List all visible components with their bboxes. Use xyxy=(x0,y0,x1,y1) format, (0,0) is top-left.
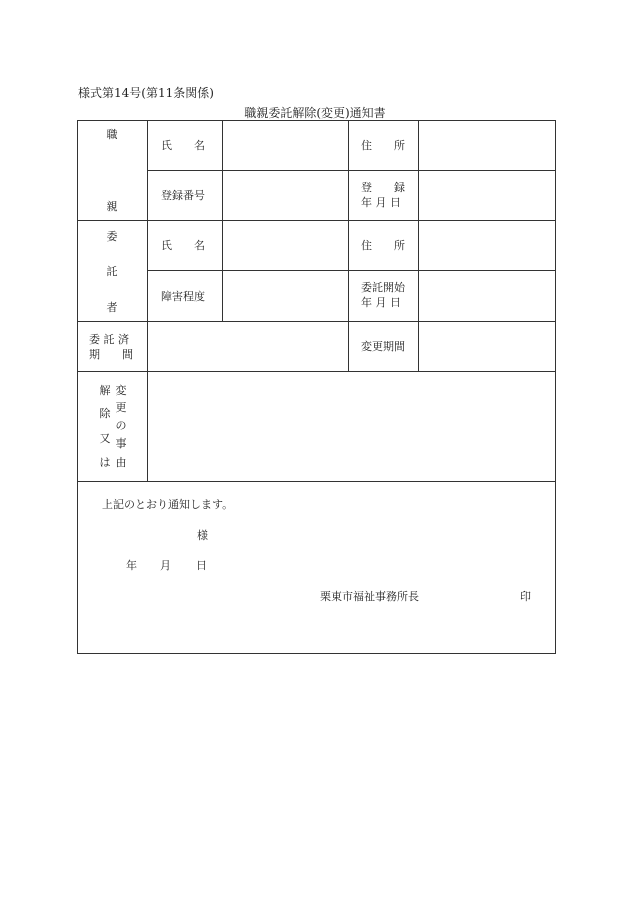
period-label-1: 委 託 済 xyxy=(89,333,129,346)
itakusha-name-label: 氏 名 xyxy=(161,239,205,252)
table-border-right xyxy=(555,120,556,654)
itakusha-label-3: 者 xyxy=(106,301,118,314)
document-title: 職親委託解除(変更)通知書 xyxy=(244,106,386,120)
itakusha-start-label-1: 委託開始 xyxy=(361,281,405,294)
shokuoya-address-field[interactable] xyxy=(419,121,555,170)
shokuoya-label-bottom: 親 xyxy=(106,200,118,213)
date-day: 日 xyxy=(196,559,207,572)
itakusha-address-label: 住 所 xyxy=(361,239,405,252)
change-period-field[interactable] xyxy=(419,322,555,371)
itakusha-address-field[interactable] xyxy=(419,221,555,270)
itakusha-label-2: 託 xyxy=(106,265,118,278)
change-period-label: 変更期間 xyxy=(361,340,405,353)
reason-col1-char: 除 xyxy=(99,407,111,420)
reason-field[interactable] xyxy=(148,372,555,481)
itakusha-label-1: 委 xyxy=(106,230,118,243)
period-label-2: 期 間 xyxy=(89,348,133,361)
notice-text: 上記のとおり通知します。 xyxy=(102,498,234,511)
itakusha-disability-field[interactable] xyxy=(223,271,348,321)
shokuoya-reg-date-label-2: 年 月 日 xyxy=(361,196,401,209)
shokuoya-reg-no-field[interactable] xyxy=(223,171,348,220)
itakusha-start-field[interactable] xyxy=(419,271,555,321)
recipient-sama: 様 xyxy=(197,529,208,542)
divider xyxy=(77,481,556,482)
shokuoya-name-field[interactable] xyxy=(223,121,348,170)
shokuoya-reg-date-field[interactable] xyxy=(419,171,555,220)
itakusha-name-field[interactable] xyxy=(223,221,348,270)
shokuoya-reg-no-label: 登録番号 xyxy=(161,189,205,202)
date-year: 年 xyxy=(126,559,137,572)
shokuoya-reg-date-label-1: 登 録 xyxy=(361,181,405,194)
shokuoya-label-top: 職 xyxy=(106,128,118,141)
divider xyxy=(348,120,349,372)
reason-col2-char: の xyxy=(115,419,127,432)
date-month: 月 xyxy=(160,559,171,572)
reason-col1-char: 又 xyxy=(99,432,111,445)
reason-col1-char: 解 xyxy=(99,384,111,397)
reason-col2-char: 更 xyxy=(115,401,127,414)
period-field[interactable] xyxy=(148,322,348,371)
shokuoya-address-label: 住 所 xyxy=(361,139,405,152)
itakusha-start-label-2: 年 月 日 xyxy=(361,296,401,309)
reason-col1-char: は xyxy=(99,456,111,469)
issuer-name: 栗東市福祉事務所長 xyxy=(320,590,419,603)
seal-mark: 印 xyxy=(520,590,531,603)
reason-col2-char: 由 xyxy=(115,456,127,469)
reason-col2-char: 事 xyxy=(115,437,127,450)
shokuoya-name-label: 氏 名 xyxy=(161,139,205,152)
itakusha-disability-label: 障害程度 xyxy=(161,290,205,303)
reason-col2-char: 変 xyxy=(115,384,127,397)
table-border-bottom xyxy=(77,653,556,654)
form-reference: 様式第14号(第11条関係) xyxy=(78,86,214,100)
